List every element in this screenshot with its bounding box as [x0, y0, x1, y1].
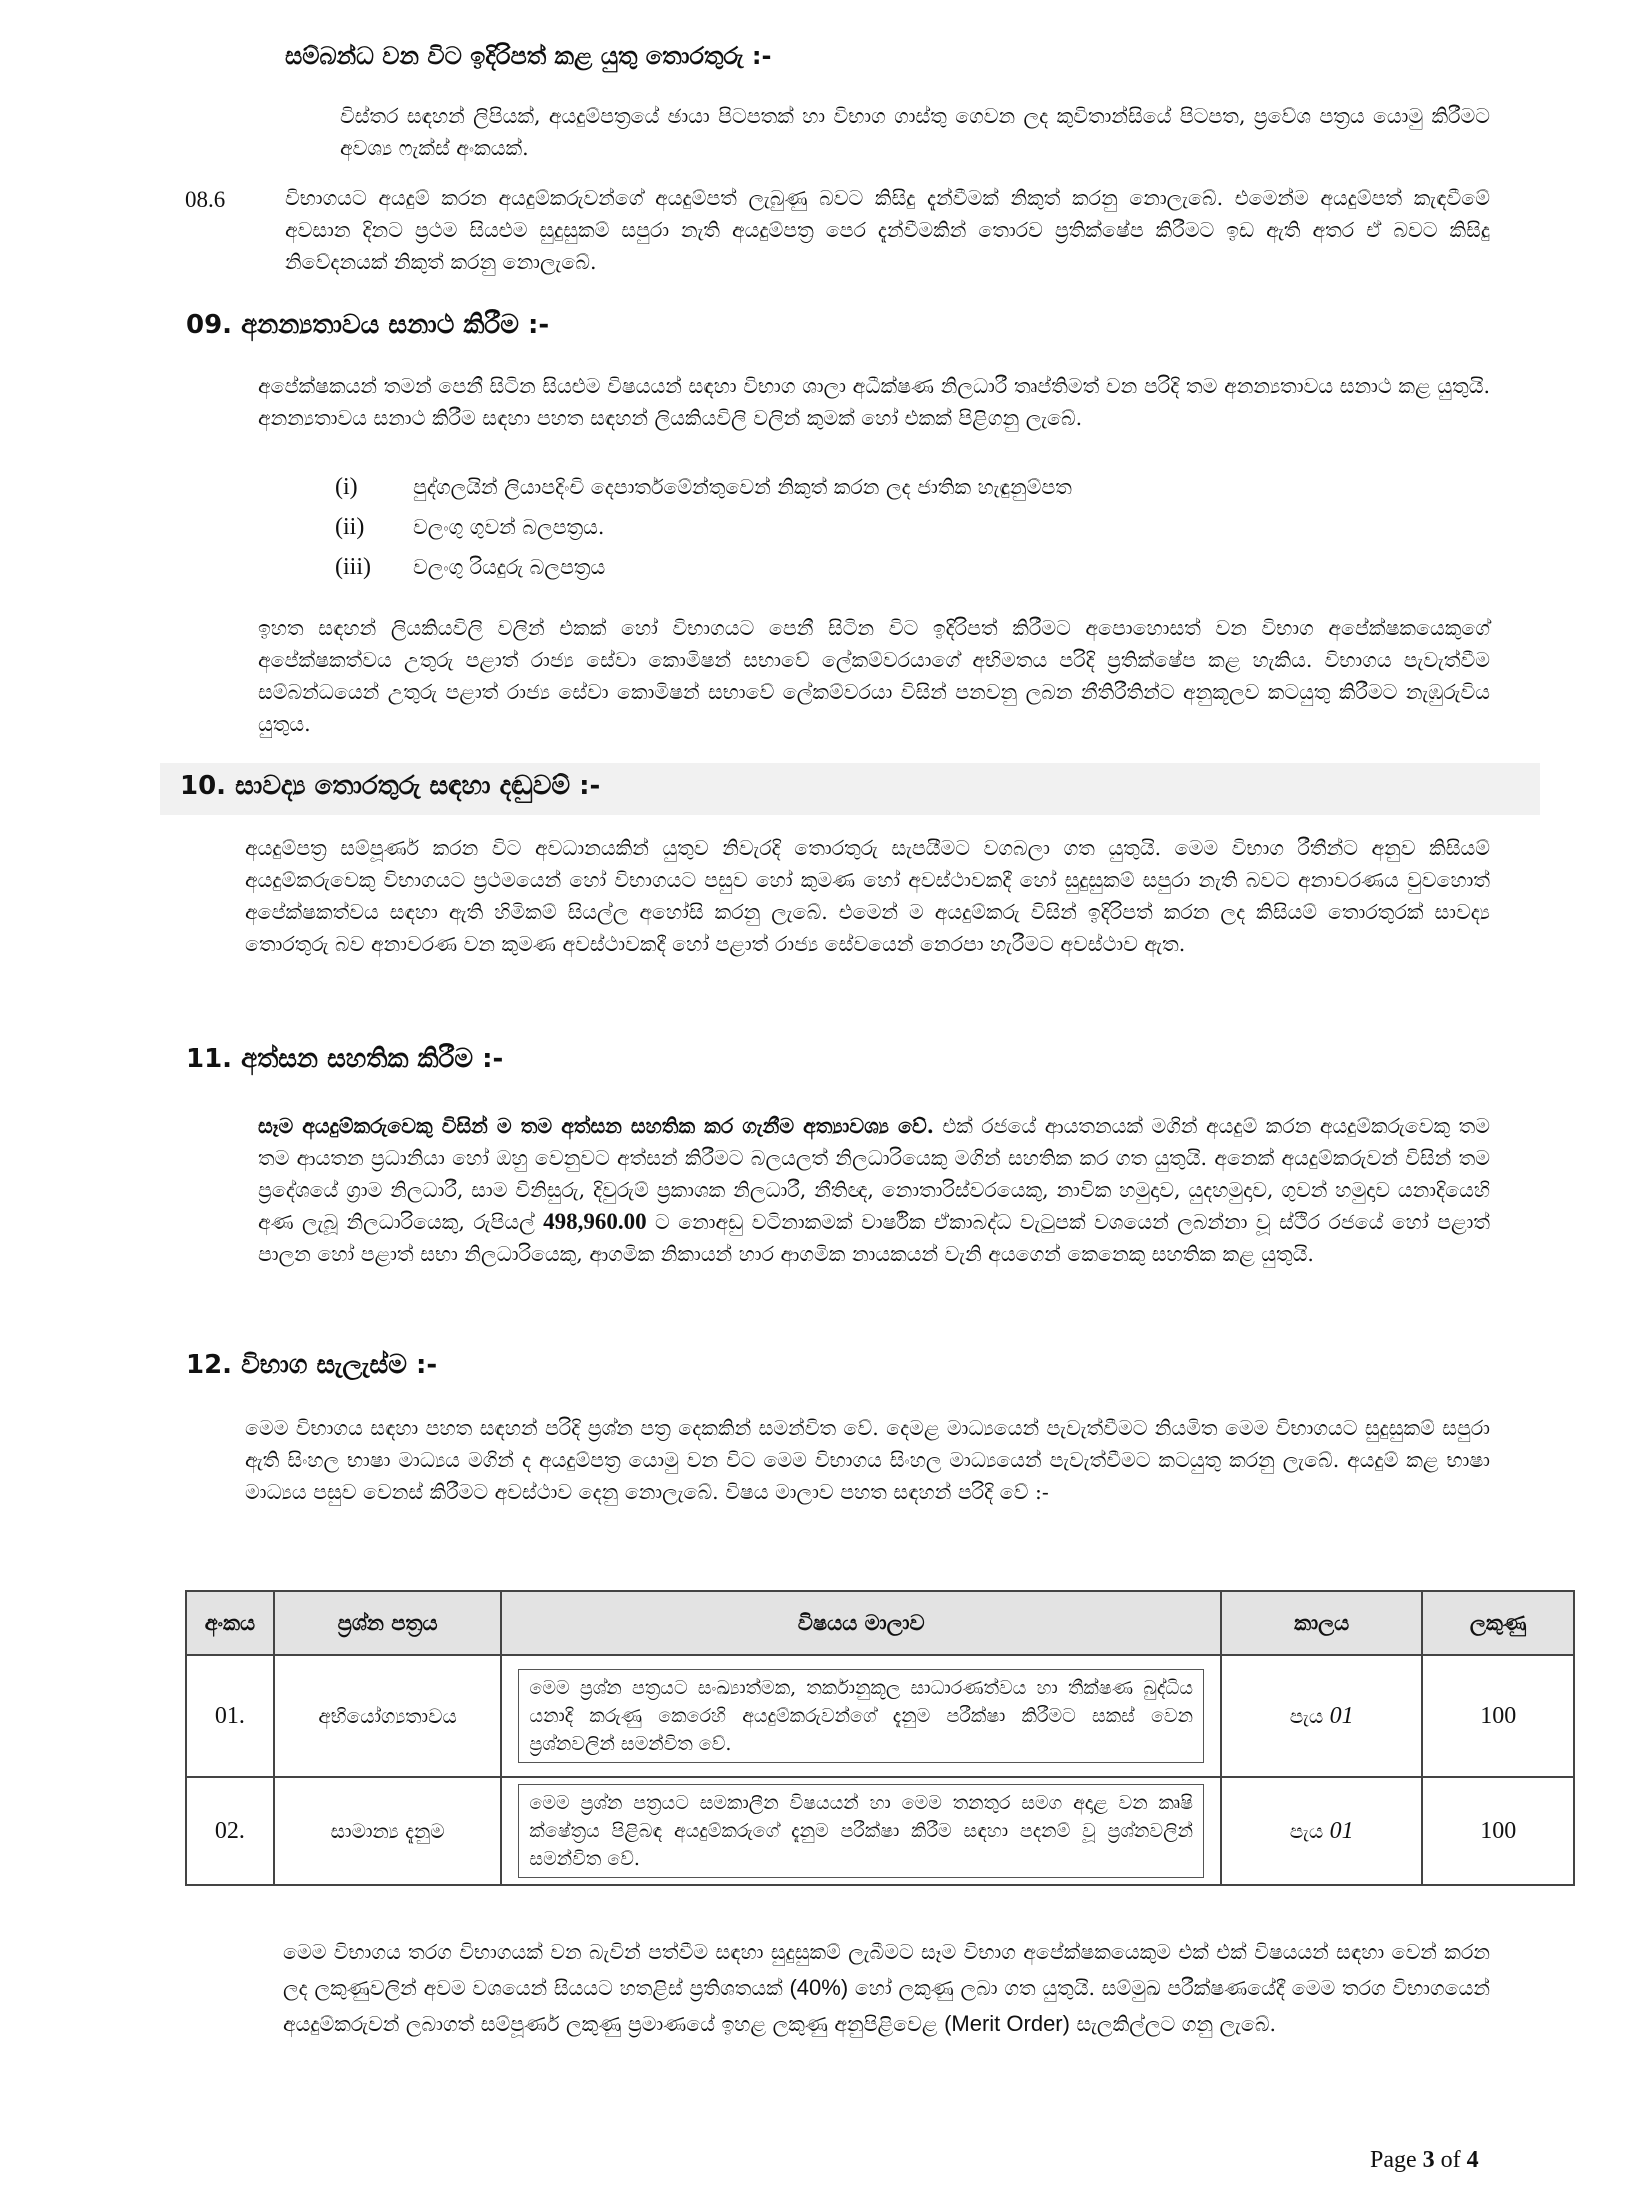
row-syllabus: මෙම ප්‍රශ්න පත්‍රයට සමකාලීන විෂයයන් හා මෙම තනතුර සමග අදාළ වන කෘෂි ක්ෂේත්‍රය පිළිබඳ අයදුම්කරුගේ දැනුම පරීක්ෂා කිරීම සඳහා පදනම් වූ ප්‍රශ්නවලින් සමන්විත වේ.: [501, 1777, 1221, 1885]
row-number: 02.: [186, 1777, 274, 1885]
header-duration: කාලය: [1221, 1591, 1422, 1655]
row-paper: අභියෝග්‍යතාවය: [274, 1655, 502, 1777]
list-item: (i) පුද්ගලයින් ලියාපදිංචි දෙපාර්තමේන්තුවෙන් නිකුත් කරන ලද ජාතික හැඳුනුම්පත: [335, 474, 1072, 500]
table-header-row: [186, 1591, 1574, 1655]
salary-amount: 498,960.00: [543, 1209, 647, 1234]
section-12-text: මෙම විභාගය සඳහා පහත සඳහන් පරිදි ප්‍රශ්න පත්‍ර දෙකකින් සමන්විත වේ. දෙමළ මාධ්‍යයෙන් පැවැත්වීමට නියමිත මෙම විභාගයට සුදුසුකම් සපුරා ඇති සිංහල භාෂා මාධ්‍යය මගින් ද අයදුම්පත්‍ර යොමු වන විට මෙම විභාගය සිංහල මාධ්‍යයෙන් පැවැත්වීමට කටයුතු කරනු ලැබේ. අයදුම් කළ භාෂා මාධ්‍යය පසුව වෙනස් කිරීමට අවස්ථාව දෙනු නොලැබේ. විෂය මාලාව පහත සඳහන් පරිදි වේ :-: [245, 1416, 1490, 1504]
pass-percentage: (40%): [789, 1975, 849, 2000]
list-item: (ii) වලංගු ගුවන් බලපත්‍රය.: [335, 514, 605, 540]
section-10-text: අයදුම්පත්‍ර සම්පූර්ණ කරන විට අවධානයකින් යුතුව නිවැරදි තොරතුරු සැපයීමට වගබලා ගත යුතුයි. මෙම විභාග රීතීන්ට අනුව කිසියම් අයදුම්කරුවෙකු විභාගයට ප්‍රථමයෙන් හෝ විභාගයට පසුව හෝ කුමණ හෝ අවස්ථාවකදී හෝ සුදුසුකම් සපුරා නැති බවට අනාවරණය වුවහොත් අපේක්ෂකත්වය සඳහා ඇති හිමිකම් සියල්ල අහෝසි කරනු ලැබේ. එමෙන් ම අයදුම්කරු විසින් ඉදිරිපත් කරන ලද කිසියම් තොරතුරක් සාවද්‍ය තොරතුරු බව අනාවරණ වන කුමණ අවස්ථාවකදී හෝ පළාත් රාජ්‍ය සේවයෙන් නෙරපා හැරීමට අවස්ථාව ඇත.: [245, 836, 1490, 956]
attestation-required-statement: සෑම අයදුම්කරුවෙකු විසින් ම තම අත්සන සහතික කර ගැනීම අත්‍යාවශ්‍ය වේ.: [258, 1114, 934, 1138]
exam-schedule-table: [185, 1590, 1575, 1886]
section-08-6-text: විභාගයට අයදුම් කරන අයදුම්කරුවන්ගේ අයදුම්පත් ලැබුණු බවට කිසිදු දැන්වීමක් නිකුත් කරනු නොලැබේ. එමෙන්ම අයදුම්පත් කැඳවීමේ අවසාන දිනට ප්‍රථම සියළුම සුදුසුකම් සපුරා නැති අයදුම්පත්‍ර පෙර දැන්වීමකින් තොරව ප්‍රතික්ෂේප කිරීමට ඉඩ ඇති අතර ඒ බවට කිසිදු නිවේදනයක් නිකුත් කරනු නොලැබේ.: [285, 186, 1490, 274]
header-number: අංකය: [186, 1591, 274, 1655]
header-syllabus: විෂයය මාලාව: [501, 1591, 1221, 1655]
row-number: 01.: [186, 1655, 274, 1777]
submit-info-text: විස්තර සඳහන් ලිපියක්, අයදුම්පත්‍රයේ ඡායා පිටපතක් හා විභාග ගාස්තු ගෙවන ලද කුවිතාන්සියේ පිටපත, ප්‍රවේශ පත්‍රය යොමු කිරීමට අවශ්‍ය ෆැක්ස් අංකයක්.: [340, 104, 1490, 160]
section-heading-submit-info: සම්බන්ධ වන විට ඉදිරිපත් කළ යුතු තොරතුරු :-: [285, 42, 772, 70]
section-heading-12: 12. විභාග සැලැස්ම :-: [186, 1350, 438, 1380]
section-number-08-6: 08.6: [185, 187, 226, 212]
row-marks: 100: [1422, 1777, 1574, 1885]
section-heading-11: 11. අත්සන සහතික කිරීම :-: [186, 1044, 504, 1074]
section-09-text-2: ඉහත සඳහන් ලියකියවිලි වලින් එකක් හෝ විභාගයට පෙනී සිටින විට ඉදිරිපත් කිරීමට අපොහොසත් වන විභාග අපේක්ෂකයෙකුගේ අපේක්ෂකත්වය උතුරු පළාත් රාජ්‍ය සේවා කොමිෂන් සභාවේ ලේකම්වරයාගේ අභිමතය පරිදි ප්‍රතික්ෂේප කළ හැකිය. විභාගය පැවැත්වීම සම්බන්ධයෙන් උතුරු පළාත් රාජ්‍ය සේවා කොමිෂන් සභාවේ ලේකම්වරයා විසින් පනවනු ලබන නීතිරීතින්ට අනුකූලව කටයුතු කිරීමට නැඹුරුවිය යුතුය.: [258, 616, 1490, 736]
row-paper: සාමාන්‍ය දැනුම: [274, 1777, 502, 1885]
page-number: Page 3 of 4: [1370, 2147, 1479, 2173]
row-duration: පැය 01: [1221, 1655, 1422, 1777]
section-09-text: අපේක්ෂකයන් තමන් පෙනී සිටින සියළුම විෂයයන් සඳහා විභාග ශාලා අධීක්ෂණ නිලධාරී තෘප්තිමත් වන පරිදි තම අනන්‍යතාවය සනාථ කළ යුතුයි. අනන්‍යතාවය සනාථ කිරීම සඳහා පහත සඳහන් ලියකියවිලි වලින් කුමක් හෝ එකක් පිළිගනු ලැබේ.: [258, 374, 1490, 430]
table-row: [186, 1655, 1574, 1777]
header-marks: ලකුණු: [1422, 1591, 1574, 1655]
id-document-list: [335, 467, 1435, 587]
merit-order-label: (Merit Order): [944, 2011, 1070, 2036]
table-row: [186, 1777, 1574, 1885]
list-item: (iii) වලංගු රියදුරු බලපත්‍රය: [335, 554, 606, 580]
section-heading-10: 10. සාවද්‍ය තොරතුරු සඳහා දඬුවම් :-: [180, 771, 601, 801]
row-marks: 100: [1422, 1655, 1574, 1777]
section-heading-09: 09. අනන්‍යතාවය සනාථ කිරීම :-: [186, 310, 550, 340]
section-11-text: සෑම අයදුම්කරුවෙකු විසින් ම තම අත්සන සහතික කර ගැනීම අත්‍යාවශ්‍ය වේ. එක් රජයේ ආයතනයක් මගින් අයදුම් කරන අයදුම්කරුවෙකු තම තම ආයතන ප්‍රධානියා හෝ ඔහු වෙනුවට අත්සන් කිරීමට බලයලත් නිලධාරියෙකු මගින් සහතික කර ගත යුතුයි. අනෙක් අයදුම්කරුවන් විසින් තම ප්‍රදේශයේ ග්‍රාම නිලධාරී, සාම විනිසුරු, දිවුරුම් ප්‍රකාශක නිලධාරී, නීතිඥ, නොතාරිස්වරයෙකු, නාවික හමුදාව, යුදහමුදාව, ගුවන් හමුදාව යනාදියෙහි අණ ලැබූ නිලධාරියෙකු, රුපියල් 498,960.00 ට නොඅඩු වටිනාකමක් වාර්ෂික ඒකාබද්ධ වැටුපක් වශයෙන් ලබන්නා වූ ස්ථිර රජයේ හෝ පළාත් පාලන හෝ පළාත් සභා නිලධාරියෙකු, ආගමික නිකායන් හාර ආගමික නායකයන් වැනි අයගෙන් කෙනෙකු සහතික කළ යුතුයි.: [258, 1114, 1490, 1266]
passing-criteria-text: මෙම විභාගය තරග විභාගයක් වන බැවින් පත්වීම සඳහා සුදුසුකම් ලැබීමට සෑම විභාග අපේක්ෂකයෙකුම එක් එක් විෂයයන් සඳහා වෙන් කරන ලද ලකුණුවලින් අවම වශයෙන් සියයට හතළිස් ප්‍රතිශතයක් (40%) හෝ ලකුණු ලබා ගත යුතුයි. සම්මුඛ පරීක්ෂණයේදී මෙම තරග විභාගයෙන් අයදුම්කරුවන් ලබාගත් සම්පූර්ණ ලකුණු ප්‍රමාණයේ ඉහළ ලකුණු අනුපිළිවෙළ (Merit Order) සැලකිල්ලට ගනු ලැබේ.: [283, 1940, 1490, 2036]
header-paper: ප්‍රශ්න පත්‍රය: [274, 1591, 502, 1655]
row-duration: පැය 01: [1221, 1777, 1422, 1885]
row-syllabus: මෙම ප්‍රශ්න පත්‍රයට සංඛ්‍යාත්මක, තර්කානුකූල සාධාරණත්වය හා තීක්ෂණ බුද්ධිය යනාදි කරුණු කෙරෙහි අයදුම්කරුවන්ගේ දැනුම පරීක්ෂා කිරීමට සකස් වෙන ප්‍රශ්නවලින් සමන්විත වේ.: [501, 1655, 1221, 1777]
